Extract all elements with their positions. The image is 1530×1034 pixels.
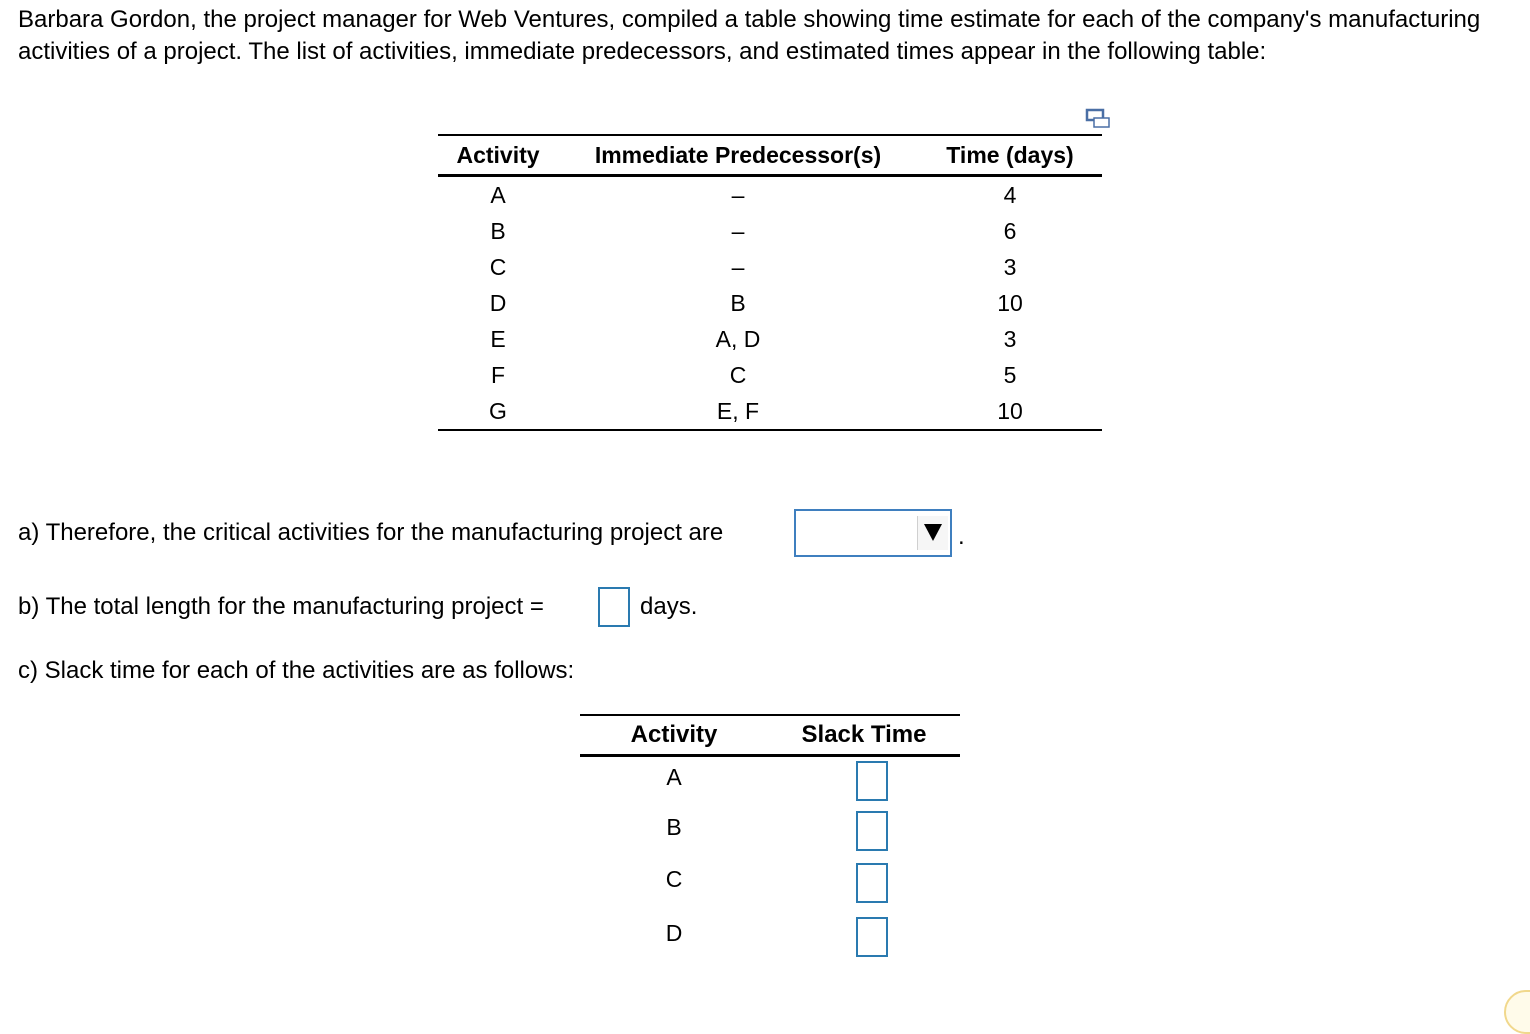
header-predecessors: Immediate Predecessor(s): [558, 135, 918, 176]
slack-cell: [768, 807, 960, 859]
slack-input-c[interactable]: [856, 863, 888, 903]
question-a-period: .: [958, 523, 965, 550]
problem-statement: Barbara Gordon, the project manager for Web Ventures, compiled a table showing time estimate for each of the company's manufacturing activities of a project. The list of activities, immediate predecessors, and estimated times appear in the following table:: [18, 6, 1481, 65]
predecessor-cell: –: [731, 217, 745, 244]
table-row: [580, 756, 960, 808]
slack-cell: [768, 913, 960, 967]
question-a-text: a) Therefore, the critical activities for the manufacturing project are: [18, 519, 724, 546]
table-row: [580, 913, 960, 967]
time-cell: 4: [1003, 181, 1017, 208]
time-cell: 6: [1003, 217, 1017, 244]
slack-input-a[interactable]: [856, 761, 888, 801]
activity-cell: C: [489, 253, 507, 280]
activity-label: B: [666, 814, 682, 840]
time-cell: 10: [997, 289, 1023, 316]
slack-cell: [768, 756, 960, 808]
activity-cell: E: [490, 325, 506, 352]
time-cell: 5: [1003, 361, 1017, 388]
table-row: [438, 357, 1102, 393]
header-slack-time: Slack Time: [768, 715, 960, 756]
predecessor-cell: B: [730, 289, 746, 316]
critical-activities-dropdown[interactable]: [794, 509, 952, 557]
activity-label: C: [665, 866, 683, 892]
time-cell: 3: [1003, 325, 1017, 352]
activity-cell: [580, 807, 768, 859]
header-activity: Activity: [438, 135, 558, 176]
dropdown-arrow-button[interactable]: [917, 516, 948, 550]
slack-input-b[interactable]: [856, 811, 888, 851]
activity-table: [438, 134, 1102, 431]
activity-cell: [580, 756, 768, 808]
slack-input-d[interactable]: [856, 917, 888, 957]
total-length-input[interactable]: [598, 587, 630, 627]
slack-time-table: [580, 714, 960, 967]
predecessor-cell: C: [729, 361, 747, 388]
activity-cell: B: [490, 217, 506, 244]
predecessor-cell: A, D: [715, 325, 761, 352]
activity-cell: A: [490, 181, 506, 208]
header-activity: Activity: [580, 715, 768, 756]
slack-cell: [768, 859, 960, 913]
help-bubble-icon[interactable]: [1504, 990, 1530, 1034]
table-row: [580, 859, 960, 913]
table-row: [438, 285, 1102, 321]
time-cell: 3: [1003, 253, 1017, 280]
table-row: [438, 393, 1102, 430]
header-time: Time (days): [918, 135, 1102, 176]
activity-label: D: [665, 920, 683, 946]
table-row: [438, 176, 1102, 214]
predecessor-cell: –: [731, 253, 745, 280]
days-unit-label: days.: [640, 593, 698, 620]
triangle-down-icon: [923, 523, 943, 543]
activity-cell: [580, 913, 768, 967]
predecessor-cell: E, F: [558, 393, 918, 430]
activity-cell: G: [438, 393, 558, 430]
question-b-text: b) The total length for the manufacturing project =: [18, 593, 544, 620]
table-row: [438, 249, 1102, 285]
predecessor-cell: –: [731, 181, 745, 208]
copy-table-icon[interactable]: [1085, 108, 1111, 130]
activity-label: A: [666, 764, 682, 790]
table-row: [438, 213, 1102, 249]
time-cell: 10: [918, 393, 1102, 430]
question-c-text: c) Slack time for each of the activities are as follows:: [18, 657, 575, 684]
table-row: [438, 321, 1102, 357]
table-row: [580, 807, 960, 859]
activity-cell: F: [490, 361, 506, 388]
activity-cell: D: [489, 289, 507, 316]
activity-cell: [580, 859, 768, 913]
